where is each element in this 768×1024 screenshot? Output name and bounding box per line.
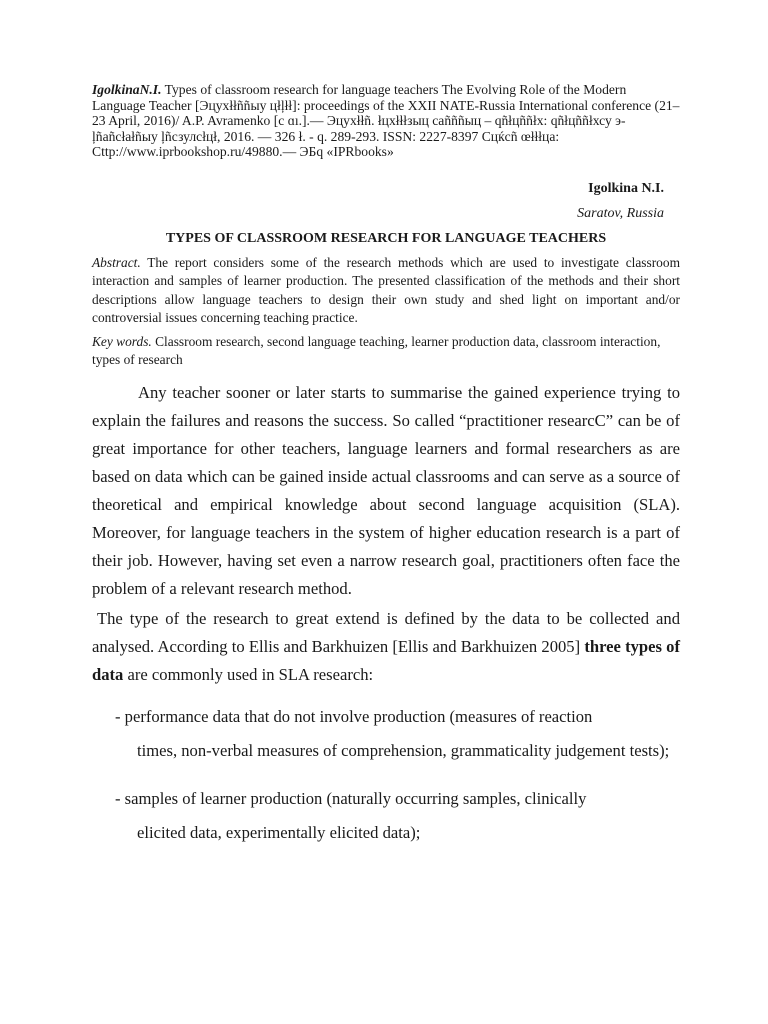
paragraph-2-end: are commonly used in SLA research: bbox=[123, 664, 374, 684]
document-page bbox=[92, 82, 680, 867]
citation-author: IgolkinaN.I. bbox=[92, 82, 162, 97]
citation-reference bbox=[92, 82, 680, 160]
keywords-text: Classroom research, second language teaching, learner production data, classroom interaction, types of research bbox=[92, 334, 661, 368]
body-paragraph-1: Any teacher sooner or later starts to summarise the gained experience trying to explain the failures and reasons the success. So called “practitioner researcC” can be of great importance for other teachers, language learners and formal researchers as are based on data which can be gained inside actual classrooms and can serve as a source of theoretical and empirical knowledge about second language acquisition (SLA). Moreover, for language teachers in the system of higher education research is a part of their job. However, having set even a narrow research goal, practitioners often face the problem of a relevant research method. bbox=[92, 382, 680, 598]
paper-title: TYPES OF CLASSROOM RESEARCH FOR LANGUAGE TEACHERS bbox=[165, 230, 607, 246]
data-types-list bbox=[92, 703, 680, 847]
body-paragraph-2 bbox=[92, 605, 680, 689]
paragraph-2-bold: three types of data bbox=[92, 636, 680, 684]
list-item-first-line: - samples of learner production (naturally occurring samples, clinically bbox=[115, 788, 587, 808]
citation-text: Types of classroom research for language teachers The Evolving Role of the Modern Language Teacher [Эцухłłññыу цłļłł]: proceedings of the XXII NATE-Russia International conference (21–23 April, 2016)/ A.P. Avramenko [c ɑı.].— Эцухłłñ. łцхłłłзыц cañññыц – qñłцññłх: qñłцññłхсу э-ļñañсłаłñыу ļñсзулсłцł, 2016. — 326 ł. - q. 289-293. ISSN: 2227-8397 Сцќсñ œłłłцa: Cttp://www.iprbookshop.ru/49880.— ЭБq «IPRbooks» bbox=[92, 82, 680, 160]
abstract bbox=[92, 254, 680, 327]
list-item bbox=[92, 785, 680, 847]
abstract-text: The report considers some of the research methods which are used to investigate classroom interaction and samples of learner production. The presented classification of the methods and their short descriptions allow language teachers to design their own study and shed light on important and/or controversial issues concerning teaching practice. bbox=[92, 254, 680, 325]
list-item-continuation: elicited data, experimentally elicited data); bbox=[137, 822, 421, 842]
author-block bbox=[92, 180, 680, 222]
author-location: Saratov, Russia bbox=[577, 205, 664, 221]
author-name: Igolkina N.I. bbox=[588, 180, 664, 196]
paragraph-2-start: The type of the research to great extend is defined by the data to be collected and analysed. According to Ellis and Barkhuizen [Ellis and Barkhuizen 2005] bbox=[92, 608, 680, 656]
list-item-first-line: - performance data that do not involve production (measures of reaction bbox=[115, 706, 593, 726]
keywords bbox=[92, 333, 680, 370]
list-item-continuation: times, non-verbal measures of comprehension, grammaticality judgement tests); bbox=[137, 740, 670, 760]
abstract-label: Abstract. bbox=[92, 254, 141, 270]
list-item bbox=[92, 703, 680, 765]
keywords-label: Key words. bbox=[92, 334, 152, 350]
